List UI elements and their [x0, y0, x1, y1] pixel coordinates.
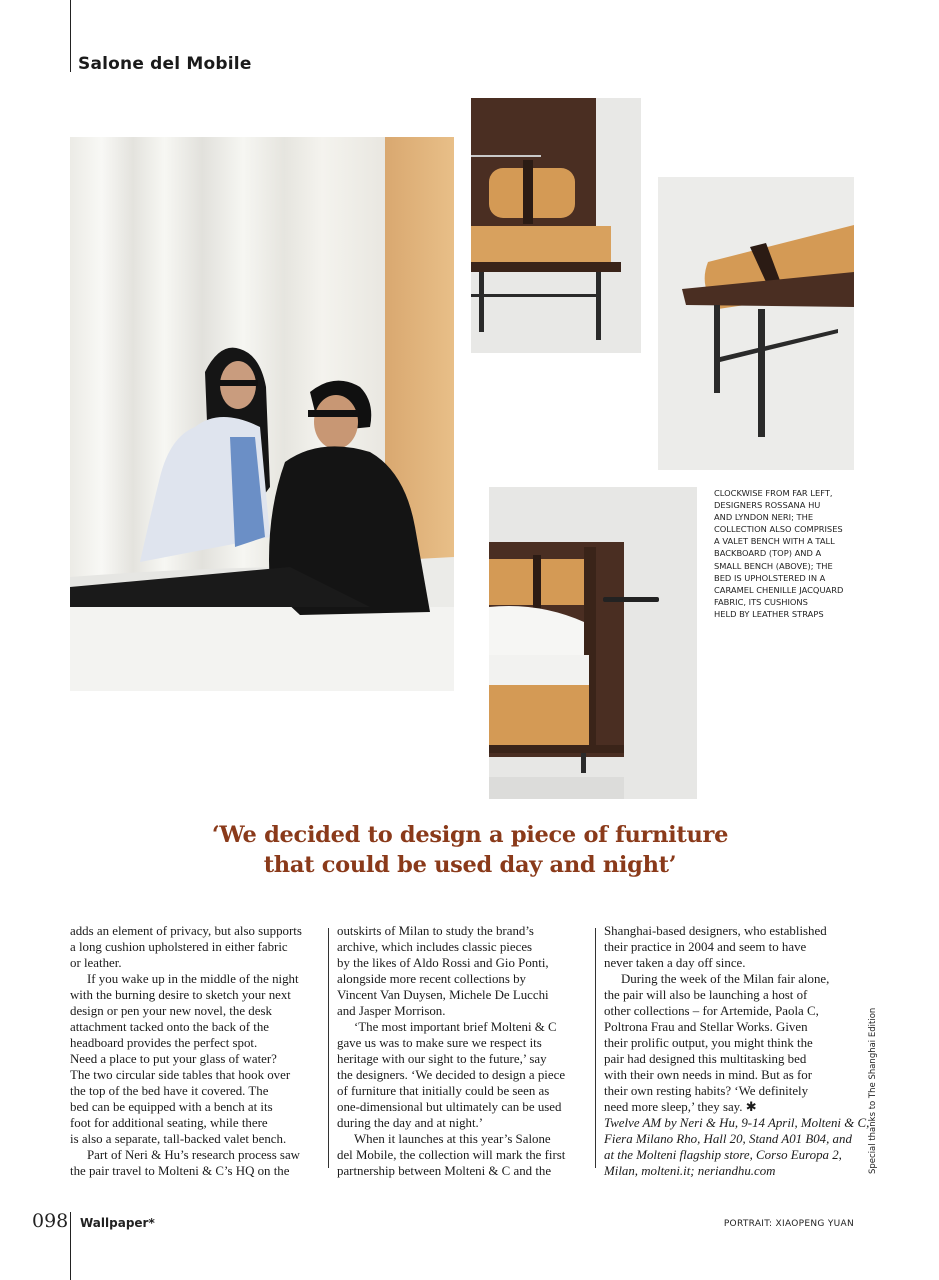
body-line: partnership between Molteni & C and the — [337, 1164, 552, 1178]
body-line: When it launches at this year’s Salone — [354, 1132, 551, 1146]
body-line: Need a place to put your glass of water? — [70, 1052, 277, 1066]
caption-line: BED IS UPHOLSTERED IN A — [714, 572, 826, 583]
body-line: other collections – for Artemide, Paola C, — [604, 1004, 819, 1018]
body-line: their own resting habits? ‘We definitely — [604, 1084, 809, 1098]
body-line: The two circular side tables that hook over — [70, 1068, 291, 1082]
body-line: If you wake up in the middle of the night — [87, 972, 299, 986]
body-line: never taken a day off since. — [604, 956, 746, 970]
body-line: by the likes of Aldo Rossi and Gio Ponti, — [337, 956, 549, 970]
body-column-1 — [70, 923, 320, 1179]
caption-line: SMALL BENCH (ABOVE); THE — [714, 560, 833, 571]
body-line: one-dimensional but ultimately can be used — [337, 1100, 562, 1114]
body-line: del Mobile, the collection will mark the first — [337, 1148, 566, 1162]
body-line: the pair will also be launching a host of — [604, 988, 808, 1002]
body-line: with their own needs in mind. But as for — [604, 1068, 813, 1082]
caption-line: FABRIC, ITS CUSHIONS — [714, 596, 808, 607]
body-line: heritage with our sight to the future,’ say — [337, 1052, 547, 1066]
body-line: adds an element of privacy, but also supports — [70, 924, 302, 938]
body-line: outskirts of Milan to study the brand’s — [337, 924, 534, 938]
bed-photo — [489, 487, 697, 799]
event-info-line: Milan, molteni.it; neriandhu.com — [604, 1164, 776, 1178]
caption-line: COLLECTION ALSO COMPRISES — [714, 524, 843, 535]
body-line: with the burning desire to sketch your next — [70, 988, 291, 1002]
body-line: design or pen your new novel, the desk — [70, 1004, 272, 1018]
pull-quote — [150, 820, 790, 880]
body-line: need more sleep,’ they say. ✱ — [604, 1100, 757, 1114]
caption-line: CLOCKWISE FROM FAR LEFT, — [714, 488, 833, 498]
small-bench-photo — [658, 177, 854, 470]
event-info-line: Twelve AM by Neri & Hu, 9-14 April, Molteni & C, — [604, 1116, 870, 1130]
body-line: pair had designed this multitasking bed — [604, 1052, 807, 1066]
body-line: ‘The most important brief Molteni & C — [354, 1020, 557, 1034]
event-info-line: Fiera Milano Rho, Hall 20, Stand A01 B04, and — [604, 1132, 852, 1146]
body-line: gave us was to make sure we respect its — [337, 1036, 542, 1050]
body-line: attachment tacked onto the back of the — [70, 1020, 270, 1034]
event-info-line: at the Molteni flagship store, Corso Europa 2, — [604, 1148, 842, 1162]
body-line: bed can be equipped with a bench at its — [70, 1100, 273, 1114]
section-title: Salone del Mobile — [78, 54, 252, 74]
body-line: of furniture that initially could be seen as — [337, 1084, 550, 1098]
body-line: the designers. ‘We decided to design a piece — [337, 1068, 566, 1082]
body-line: is also a separate, tall-backed valet bench. — [70, 1132, 287, 1146]
body-line: Poltrona Frau and Stellar Works. Given — [604, 1020, 808, 1034]
photo-credit: PORTRAIT: XIAOPENG YUAN — [723, 1219, 854, 1229]
body-line: During the week of the Milan fair alone, — [621, 972, 830, 986]
body-column-3 — [604, 923, 870, 1179]
portrait-photo — [70, 137, 454, 691]
body-line: Shanghai-based designers, who established — [604, 924, 827, 938]
body-line: the top of the bed have it covered. The — [70, 1084, 269, 1098]
body-line: alongside more recent collections by — [337, 972, 526, 986]
body-line: foot for additional seating, while there — [70, 1116, 268, 1130]
body-line: headboard provides the perfect spot. — [70, 1036, 258, 1050]
body-line: their prolific output, you might think the — [604, 1036, 813, 1050]
caption-line: CARAMEL CHENILLE JACQUARD — [714, 584, 844, 595]
top-margin-rule — [70, 0, 71, 72]
body-line: a long cushion upholstered in either fabric — [70, 940, 288, 954]
pull-quote-line-1: ‘We decided to design a piece of furniture — [211, 822, 729, 848]
body-line: Vincent Van Duysen, Michele De Lucchi — [337, 988, 549, 1002]
magazine-name: Wallpaper* — [80, 1216, 155, 1230]
body-line: archive, which includes classic pieces — [337, 940, 533, 954]
caption-line: A VALET BENCH WITH A TALL — [714, 536, 835, 547]
body-line: or leather. — [70, 956, 122, 970]
caption-line: HELD BY LEATHER STRAPS — [714, 608, 824, 619]
pull-quote-line-2: that could be used day and night’ — [263, 852, 677, 878]
body-line: their practice in 2004 and seem to have — [604, 940, 807, 954]
caption-line: AND LYNDON NERI; THE — [714, 512, 814, 523]
body-line: the pair travel to Molteni & C’s HQ on the — [70, 1164, 290, 1178]
column-divider — [595, 928, 596, 1168]
body-line: and Jasper Morrison. — [337, 1004, 446, 1018]
body-column-2 — [337, 923, 587, 1179]
column-divider — [328, 928, 329, 1168]
image-caption — [714, 487, 864, 620]
side-credit: Special thanks to The Shanghai Edition — [868, 1007, 878, 1174]
bottom-margin-rule — [70, 1212, 71, 1280]
caption-line: DESIGNERS ROSSANA HU — [714, 500, 821, 511]
page-number: 098 — [32, 1210, 69, 1232]
body-line: Part of Neri & Hu’s research process saw — [87, 1148, 300, 1162]
body-line: during the day and at night.’ — [337, 1116, 484, 1130]
valet-bench-photo — [471, 98, 641, 353]
caption-line: BACKBOARD (TOP) AND A — [714, 548, 822, 559]
